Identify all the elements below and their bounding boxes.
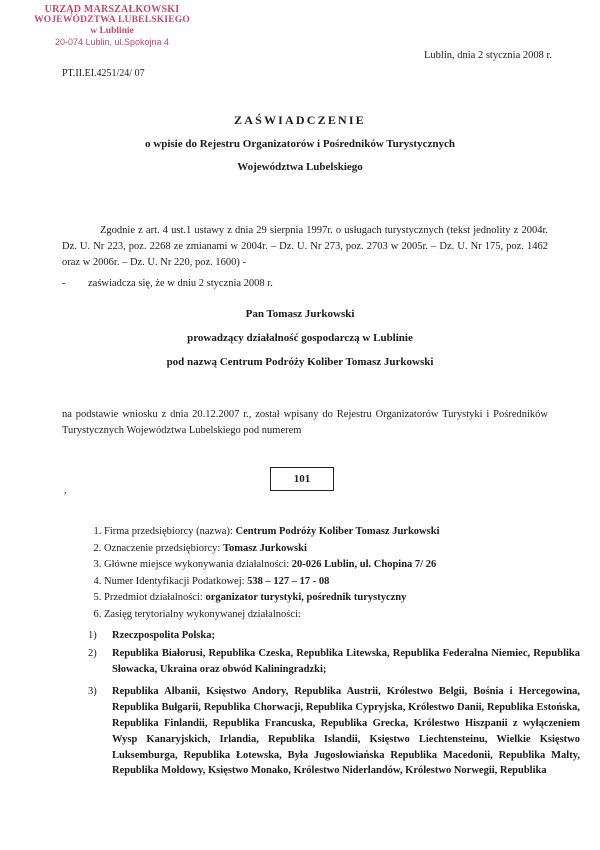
certification-line [62,278,273,289]
territory-item: 1) Rzeczpospolita Polska; [88,630,215,641]
margin-mark: , [64,485,67,496]
registration-paragraph: na podstawie wniosku z dnia 20.12.2007 r., został wpisany do Rejestru Organizatorów Turystyki i Pośredników Turystycznych Województwa Lubelskiego pod numerem [62,409,548,436]
legal-basis-paragraph [62,223,548,271]
office-stamp [22,4,202,48]
territory-item: 2) Republika Białorusi, Republika Czeska, Republika Litewska, Republika Federalna Niemiec, Republika Słowacka, Ukraina oraz obwód Kaliningradzki; [88,647,580,675]
stamp-line: 20-074 Lublin, ul.Spokojna 4 [54,37,170,47]
territory-item: 3) Republika Albanii, Księstwo Andory, Republika Austrii, Królestwo Belgii, Bośnia i Hercegowina, Republika Bułgarii, Republika Chorwacji, Republika Cypryjska, Królestwo Danii, Republika Estońska, Republika Finlandii, Republika Francuska, Republika Grecka, Królestwo Hiszpanii z wyłączeniem Wysp Kanaryjskich, Irlandia, Republika Islandii, Księstwo Liechtensteinu, Wielkie Księstwo Luksemburga, Republika Łotewska, Była Jugosłowiańska Republika Macedonii, Republika Malty, Republika Mołdowy, Księstwo Monako, Królestwo Niderlandów, Królestwo Norwegii, Republika [88,686,580,777]
legal-basis-text: Zgodnie z art. 4 ust.1 ustawy z dnia 29 sierpnia 1997r. o usługach turystycznych (tekst jednolity z 2004r. Dz. U. Nr 223, poz. 2268 ze zmianami w 2004r. – Dz. U. Nr 273, poz. 2703 w 2005r. – Dz. U. Nr 175, poz. 1462 oraz w 2006r. – Dz. U. Nr 220, poz. 1600) - [62,225,548,268]
dash-marker: - [62,278,66,289]
certification-text: zaświadcza się, że w dniu 2 stycznia 2008 r. [88,278,273,289]
registration-details-list [82,524,574,623]
list-item: 2. Oznaczenie przedsiębiorcy: Tomasz Jurkowski [104,541,574,558]
stamp-line: WOJEWÓDZTWA LUBELSKIEGO [34,15,190,25]
business-name: pod nazwą Centrum Podróży Koliber Tomasz Jurkowski [166,356,434,368]
stamp-line: w Lublinie [90,26,134,36]
register-number-box: 101 [270,467,334,491]
list-item: 1. Firma przedsiębiorcy (nazwa): Centrum Podróży Koliber Tomasz Jurkowski [104,524,574,541]
business-activity: prowadzący działalność gospodarczą w Lublinie [187,332,413,344]
document-subtitle: o wpisie do Rejestru Organizatorów i Pośredników Turystycznych [145,138,455,150]
document-title: ZAŚWIADCZENIE [234,113,366,127]
reference-number: PT.II.EI.4251/24/ 07 [62,68,145,79]
person-name: Pan Tomasz Jurkowski [245,308,355,320]
list-item: 4. Numer Identyfikacji Podatkowej: 538 – 127 – 17 - 08 [104,574,574,591]
document-date: Lublin, dnia 2 stycznia 2008 r. [424,50,553,61]
list-item: 5. Przedmiot działalności: organizator turystyki, pośrednik turystyczny [104,590,574,607]
document-subtitle: Województwa Lubelskiego [237,161,363,173]
list-item: 6. Zasięg terytorialny wykonywanej działalności: [104,607,574,624]
territory-list [86,628,580,786]
list-item: 3. Główne miejsce wykonywania działalności: 20-026 Lublin, ul. Chopina 7/ 26 [104,557,574,574]
stamp-line: URZĄD MARSZAŁKOWSKI [44,4,180,15]
